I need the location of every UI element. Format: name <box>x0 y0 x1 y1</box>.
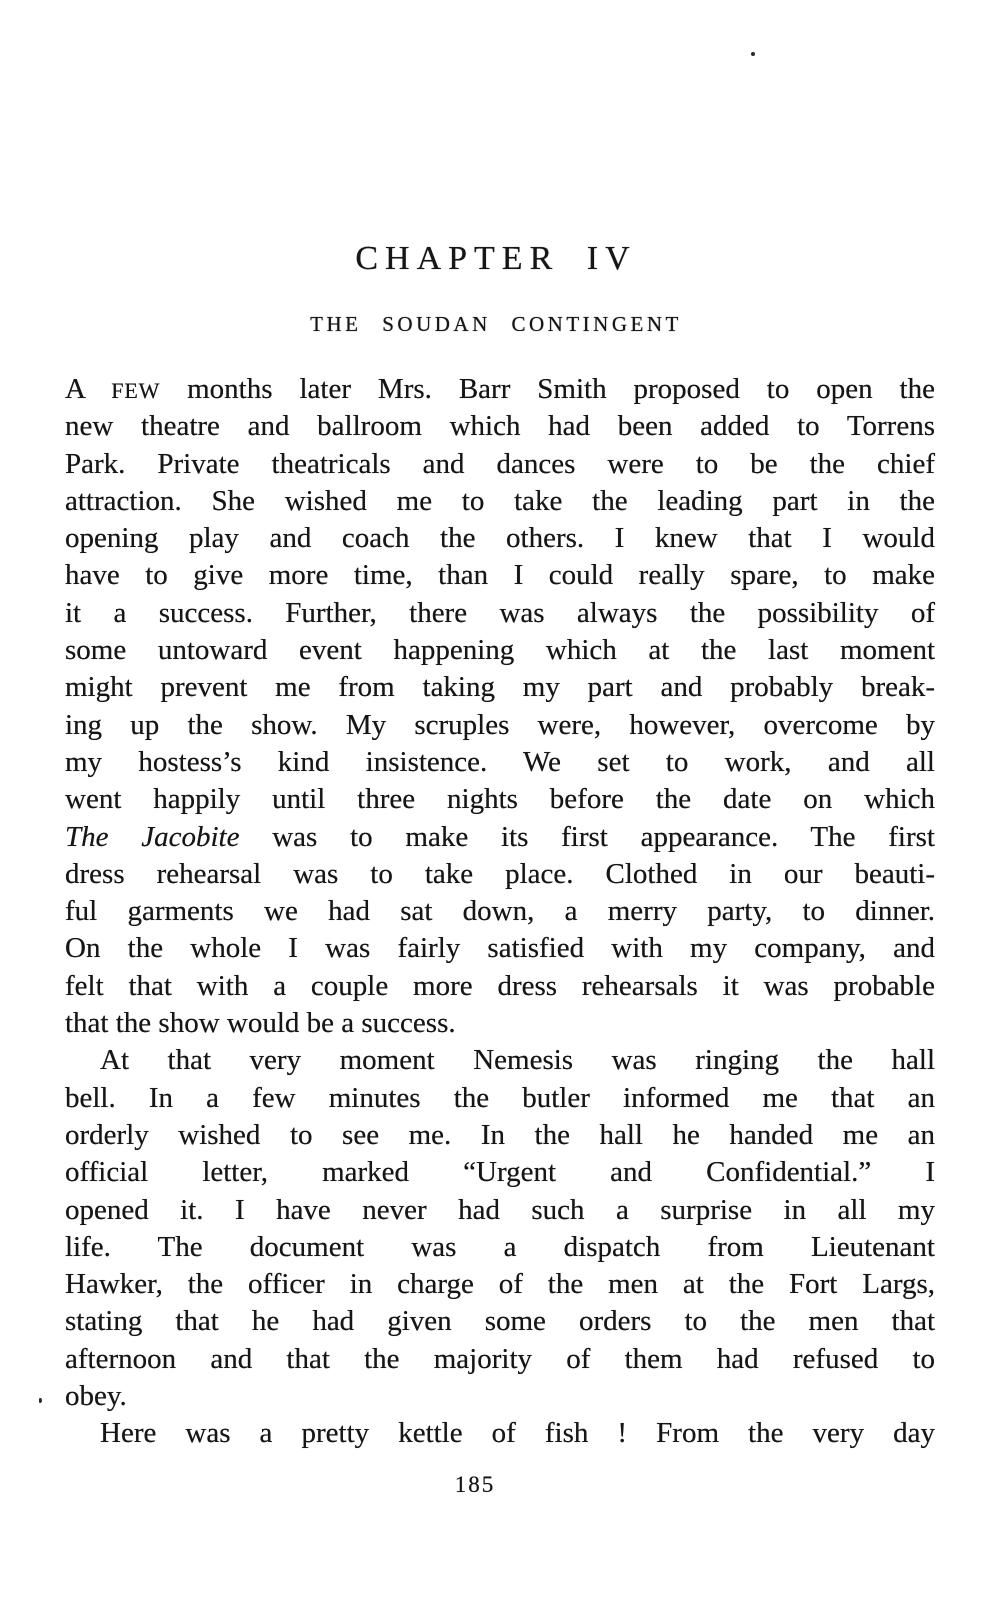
text-line <box>65 781 935 818</box>
text-segment: ing up the show. My scruples were, however, overcome by <box>65 708 935 741</box>
text-line <box>65 371 935 408</box>
text-line <box>65 520 935 557</box>
text-line <box>65 1266 935 1303</box>
text-line <box>65 1042 935 1079</box>
text-line <box>65 1005 935 1042</box>
paragraph <box>65 1042 935 1415</box>
text-segment: afternoon and that the majority of them had refused to <box>65 1342 935 1375</box>
text-segment: life. The document was a dispatch from Lieutenant <box>65 1230 935 1263</box>
text-segment: obey. <box>65 1380 127 1413</box>
text-line <box>65 595 935 632</box>
text-line <box>65 446 935 483</box>
section-heading: THE SOUDAN CONTINGENT <box>310 312 682 336</box>
text-line <box>65 1080 935 1117</box>
text-line <box>65 632 935 669</box>
text-segment: stating that he had given some orders to the men that <box>65 1305 935 1338</box>
text-segment: ful garments we had sat down, a merry party, to dinner. <box>65 895 935 928</box>
text-line <box>65 408 935 445</box>
text-line <box>65 707 935 744</box>
text-line <box>65 1229 935 1266</box>
text-line <box>65 968 935 1005</box>
text-segment: orderly wished to see me. In the hall he handed me an <box>65 1118 935 1151</box>
text-line <box>65 1378 935 1415</box>
text-line <box>65 1154 935 1191</box>
text-line <box>65 930 935 967</box>
text-line <box>65 1415 935 1452</box>
text-line <box>65 483 935 520</box>
text-segment: went happily until three nights before the date on which <box>65 783 935 816</box>
text-segment: might prevent me from taking my part and probably break- <box>65 671 935 704</box>
text-segment: A <box>65 373 112 405</box>
page-number: 185 <box>454 1472 496 1497</box>
text-segment: At that very moment Nemesis was ringing the hall <box>100 1044 935 1077</box>
chapter-heading: CHAPTER IV <box>355 240 637 277</box>
text-segment: my hostess’s kind insistence. We set to work, and all <box>65 745 935 778</box>
text-line <box>65 856 935 893</box>
text-line <box>65 1303 935 1340</box>
text-segment: months later Mrs. Barr Smith proposed to open the <box>160 373 935 405</box>
text-line <box>65 1192 935 1229</box>
text-segment: bell. In a few minutes the butler informed me that an <box>65 1081 935 1114</box>
text-line <box>65 557 935 594</box>
text-segment: opening play and coach the others. I knew that I would <box>65 522 935 555</box>
body-text <box>65 371 935 1453</box>
text-segment: dress rehearsal was to take place. Clothed in our beauti- <box>65 857 935 890</box>
text-segment: have to give more time, than I could really spare, to make <box>65 559 935 592</box>
text-segment: attraction. She wished me to take the leading part in the <box>65 484 935 517</box>
text-line <box>65 1117 935 1154</box>
text-line <box>65 819 935 856</box>
text-line <box>65 1341 935 1378</box>
text-segment: On the whole I was fairly satisfied with my company, and <box>65 932 935 965</box>
text-segment: felt that with a couple more dress rehearsals it was probable <box>65 969 935 1002</box>
text-line <box>65 669 935 706</box>
paragraph <box>65 371 935 1042</box>
text-segment: Park. Private theatricals and dances were to be the chief <box>65 447 935 480</box>
text-segment: Here was a pretty kettle of fish ! From the very day <box>100 1417 935 1450</box>
text-segment: some untoward event happening which at the last moment <box>65 634 935 667</box>
smallcaps-text: FEW <box>111 378 161 403</box>
scan-speck <box>751 52 755 56</box>
text-segment: that the show would be a success. <box>65 1007 456 1040</box>
paragraph <box>65 1415 935 1452</box>
italic-title-text: The Jacobite <box>65 820 240 853</box>
text-segment: official letter, marked “Urgent and Confidential.” I <box>65 1156 935 1189</box>
scan-speck <box>39 1398 42 1403</box>
text-line <box>65 893 935 930</box>
text-segment: Hawker, the officer in charge of the men at the Fort Largs, <box>65 1268 935 1301</box>
text-segment: new theatre and ballroom which had been added to Torrens <box>65 410 935 443</box>
text-line <box>65 744 935 781</box>
text-segment: was to make its first appearance. The first <box>239 820 935 853</box>
text-segment: it a success. Further, there was always the possibility of <box>65 596 935 629</box>
text-segment: opened it. I have never had such a surprise in all my <box>65 1193 935 1226</box>
